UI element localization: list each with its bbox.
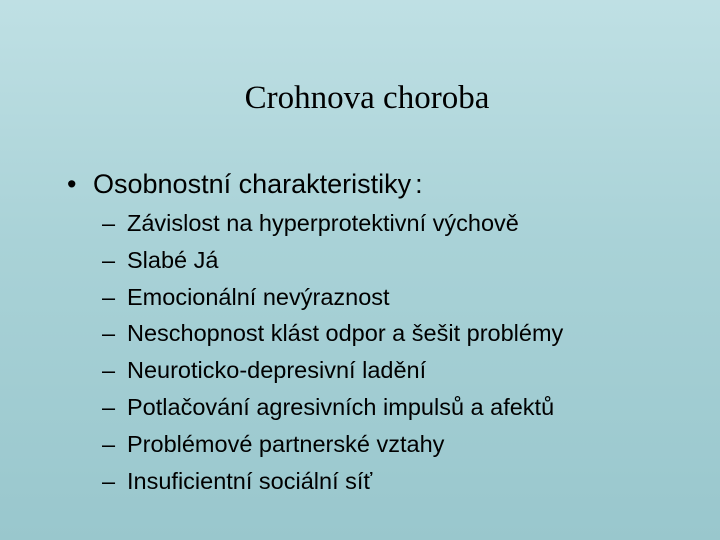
subitem-text: Slabé Já	[127, 246, 219, 273]
subitem-emotional-flatness	[102, 279, 563, 316]
bullet-label: Osobnostní charakteristiky	[93, 169, 412, 199]
subitem-suppressed-aggression	[102, 389, 563, 426]
subitem-text: Neuroticko-depresivní ladění	[127, 357, 427, 384]
subitem-social-network	[102, 463, 563, 500]
subitem-text: Problémové partnerské vztahy	[127, 430, 445, 457]
dash-marker: –	[102, 393, 116, 420]
dash-marker: –	[102, 283, 116, 310]
subitem-text: Potlačování agresivních impulsů a afektů	[127, 393, 555, 420]
dash-marker: –	[102, 210, 116, 236]
subitem-neurotic-depressive	[102, 352, 563, 389]
subitem-dependence	[102, 205, 563, 242]
subitem-partner-relations	[102, 426, 563, 463]
dash-marker: –	[102, 467, 116, 494]
subitem-weak-ego	[102, 242, 563, 279]
subitem-list	[102, 205, 563, 499]
subitem-text: Emocionální nevýraznost	[127, 283, 390, 310]
dash-marker: –	[102, 320, 116, 347]
dash-marker: –	[102, 246, 116, 273]
subitem-text: Insuficientní sociální síť	[127, 467, 373, 494]
dash-marker: –	[102, 357, 116, 384]
bullet-suffix: :	[415, 169, 423, 199]
subitem-inability-to-resist	[102, 315, 563, 352]
subitem-text: Závislost na hyperprotektivní výchově	[127, 210, 519, 236]
dash-marker: –	[102, 430, 116, 457]
main-bullet	[67, 166, 423, 202]
slide-title: Crohnova choroba	[244, 80, 490, 116]
subitem-text: Neschopnost klást odpor a šešit problémy	[127, 320, 564, 347]
bullet-marker: •	[67, 169, 77, 199]
